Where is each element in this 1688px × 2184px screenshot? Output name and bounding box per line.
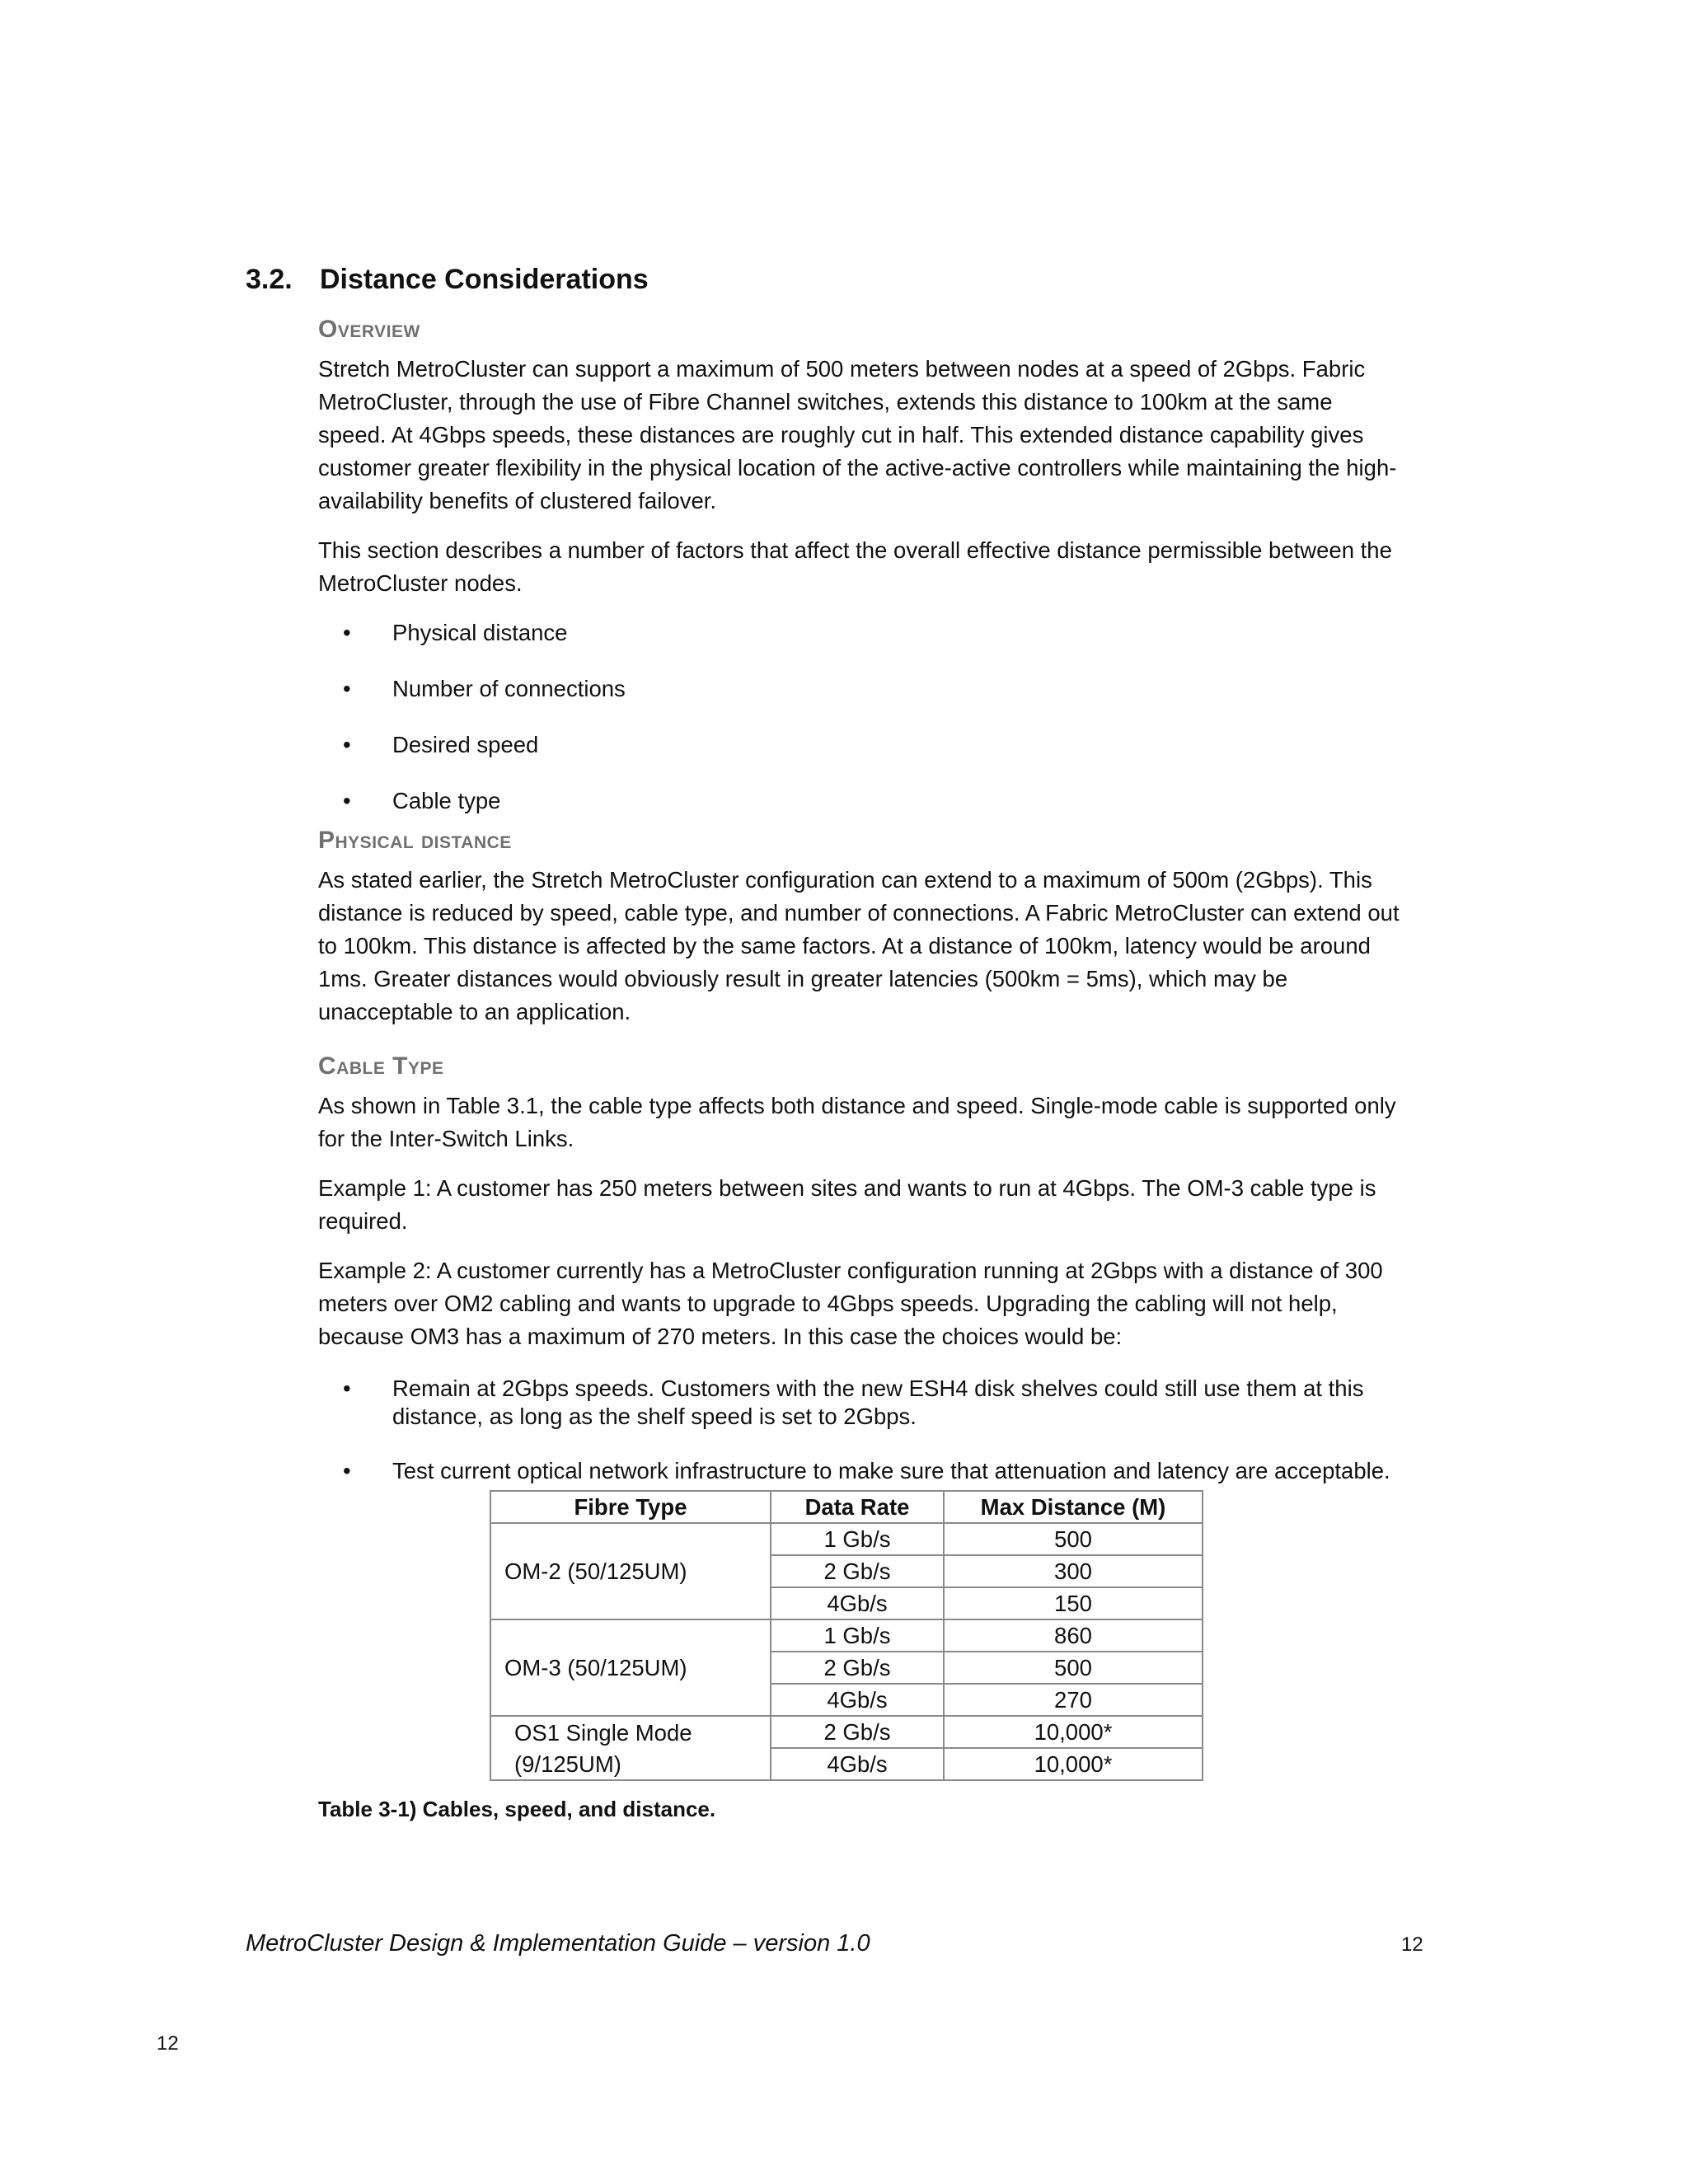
data-rate-cell: 4Gb/s [771,1684,944,1716]
outer-page-number: 12 [157,2032,179,2055]
factor-list [318,616,1406,818]
page-content [318,313,1406,1825]
data-rate-cell: 2 Gb/s [771,1652,944,1684]
factor-text: Cable type [392,788,501,813]
cable-type-heading: Cable Type [318,1052,444,1080]
list-item [318,616,1406,649]
bullet-icon: • [343,1458,351,1483]
choice-text: Test current optical network infrastructure to make sure that attenuation and latency are acceptable. [392,1458,1390,1483]
data-rate-cell: 2 Gb/s [771,1555,944,1587]
table-header-row [490,1491,1203,1523]
factor-text: Desired speed [392,732,539,757]
section-title: Distance Considerations [320,264,649,295]
list-item [318,1375,1406,1431]
header-data-rate: Data Rate [771,1491,944,1523]
max-distance-cell: 270 [944,1684,1203,1716]
cable-type-paragraph-2: Example 1: A customer has 250 meters between sites and wants to run at 4Gbps. The OM-3 cable type is required. [318,1175,1376,1234]
bullet-icon: • [343,676,351,701]
fibre-type-cell: OM-3 (50/125UM) [490,1619,771,1716]
factor-text: Physical distance [392,620,568,645]
bullet-icon: • [343,732,351,757]
data-rate-cell: 2 Gb/s [771,1716,944,1748]
fibre-type-cell-continued: (9/125UM) [490,1748,771,1780]
section-heading [246,264,649,296]
cable-distance-table [490,1490,1203,1781]
max-distance-cell: 300 [944,1555,1203,1587]
table-caption: Table 3-1) Cables, speed, and distance. [318,1797,716,1821]
footer-page-number: 12 [1401,1933,1423,1956]
cable-type-paragraph-3: Example 2: A customer currently has a MetroCluster configuration running at 2Gbps with a distance of 300 meters over OM2 cabling and wants to upgrade to 4Gbps speeds. Upgrading the cabling will not help, because OM3 has a maximum of 270 meters. In this case the choices would be: [318,1258,1383,1349]
data-rate-cell: 1 Gb/s [771,1619,944,1652]
table-row [490,1748,1203,1780]
data-rate-cell: 4Gb/s [771,1748,944,1780]
factor-text: Number of connections [392,676,626,701]
table-row [490,1523,1203,1555]
choice-text: Remain at 2Gbps speeds. Customers with the new ESH4 disk shelves could still use them at this distance, as long as the shelf speed is set to 2Gbps. [392,1376,1364,1429]
max-distance-cell: 150 [944,1587,1203,1619]
table-row [490,1619,1203,1652]
overview-paragraph-2: This section describes a number of factors that affect the overall effective distance permissible between the MetroCluster nodes. [318,537,1392,596]
list-item [318,1457,1406,1485]
physical-distance-paragraph: As stated earlier, the Stretch MetroCluster configuration can extend to a maximum of 500m (2Gbps). This distance is reduced by speed, cable type, and number of connections. A Fabric MetroCluster can extend out to 100km. This distance is affected by the same factors. At a distance of 100km, latency would be around 1ms. Greater distances would obviously result in greater latencies (500km = 5ms), which may be unacceptable to an application. [318,867,1400,1024]
header-max-distance: Max Distance (M) [944,1491,1203,1523]
cable-type-paragraph-1: As shown in Table 3.1, the cable type affects both distance and speed. Single-mode cable is supported only for the Inter-Switch Links. [318,1093,1396,1151]
overview-heading: Overview [318,316,420,343]
footer-guide-title: MetroCluster Design & Implementation Guide – version 1.0 [246,1930,870,1957]
bullet-icon: • [343,788,351,813]
max-distance-cell: 10,000* [944,1748,1203,1780]
fibre-type-cell: OS1 Single Mode [490,1716,771,1748]
list-item [318,673,1406,705]
data-rate-cell: 1 Gb/s [771,1523,944,1555]
section-number: 3.2. [246,264,293,295]
header-fibre-type: Fibre Type [490,1491,771,1523]
max-distance-cell: 500 [944,1523,1203,1555]
list-item [318,729,1406,762]
bullet-icon: • [343,1376,351,1401]
bullet-icon: • [343,620,351,645]
max-distance-cell: 500 [944,1652,1203,1684]
max-distance-cell: 10,000* [944,1716,1203,1748]
table-row [490,1716,1203,1748]
overview-paragraph-1: Stretch MetroCluster can support a maximum of 500 meters between nodes at a speed of 2Gbps. Fabric MetroCluster, through the use of Fibre Channel switches, extends this distance to 100km at the same speed. At 4Gbps speeds, these distances are roughly cut in half. This extended distance capability gives customer greater flexibility in the physical location of the active-active controllers while maintaining the high-availability benefits of clustered failover. [318,356,1397,513]
list-item [318,785,1406,818]
max-distance-cell: 860 [944,1619,1203,1652]
fibre-type-cell: OM-2 (50/125UM) [490,1523,771,1619]
choices-list [318,1375,1406,1485]
physical-distance-heading: Physical distance [318,827,512,854]
data-rate-cell: 4Gb/s [771,1587,944,1619]
